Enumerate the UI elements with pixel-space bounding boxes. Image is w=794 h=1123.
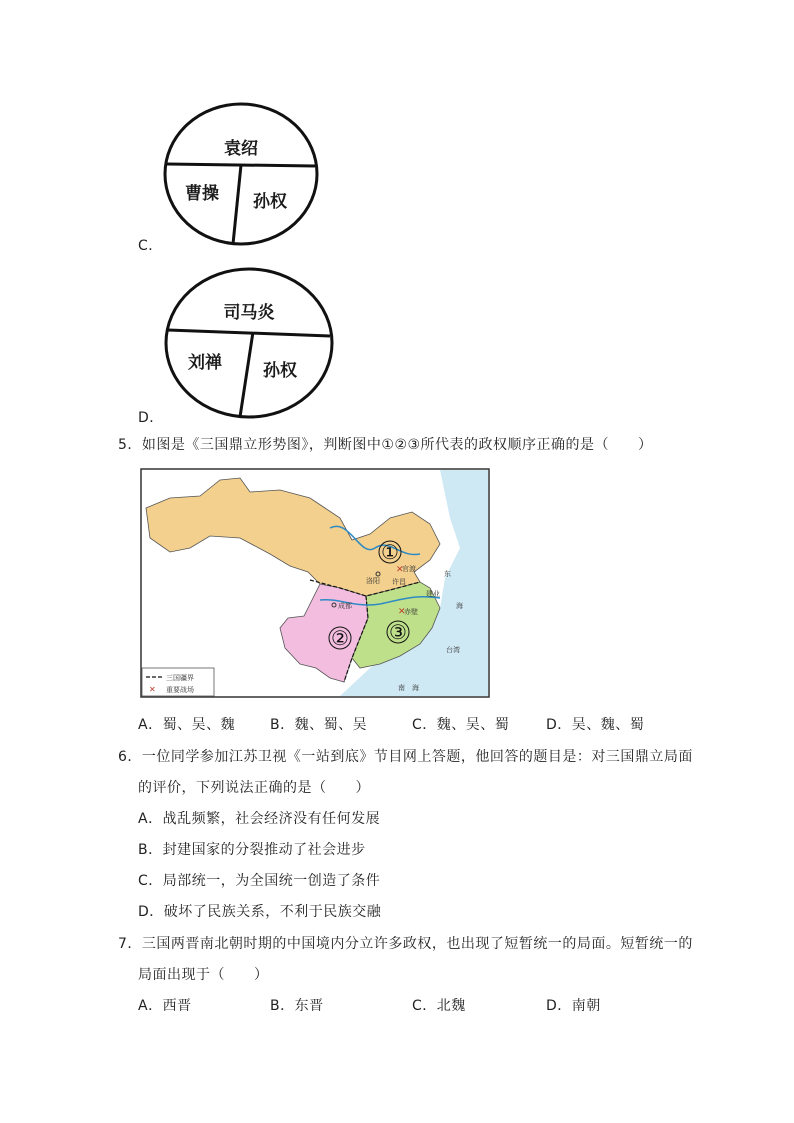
pie-d-top-label: 司马炎: [223, 303, 275, 323]
q7-stem-line1: 7．三国两晋南北朝时期的中国境内分立许多政权，也出现了短暂统一的局面。短暂统一的: [118, 936, 693, 952]
option-c-pie-figure: [162, 102, 322, 247]
map-place-chibi: 赤壁: [404, 608, 418, 616]
option-d-letter: D．: [138, 410, 164, 426]
pie-c-left-label: 曹操: [185, 184, 219, 204]
map-marker-1: ①: [381, 540, 399, 564]
q7-option-c: C．北魏: [412, 998, 466, 1014]
option-d-pie-figure: [162, 266, 338, 422]
map-svg: [140, 468, 490, 698]
pie-d-left-label: 刘禅: [188, 353, 222, 373]
pie-d-right-label: 孙权: [263, 361, 297, 381]
q5-option-d: D．吴、魏、蜀: [546, 717, 645, 733]
map-sea-south: 南 海: [398, 684, 419, 692]
q7-option-b: B．东晋: [270, 998, 324, 1014]
map-place-luoyang: 洛阳: [366, 577, 380, 585]
map-place-chengdu: 成都: [338, 602, 352, 610]
option-d-pie: [162, 266, 338, 422]
q6-option-b: B．封建国家的分裂推动了社会进步: [138, 842, 366, 858]
battle-mark-icon: ✕: [398, 607, 406, 617]
map-taiwan: 台湾: [446, 646, 460, 654]
map-sea-hai: 海: [456, 602, 463, 610]
q6-option-c: C．局部统一，为全国统一创造了条件: [138, 873, 381, 889]
q5-option-c: C．魏、吴、蜀: [412, 717, 510, 733]
map-marker-3: ③: [389, 620, 407, 644]
q5-option-b: B．魏、蜀、吴: [270, 717, 368, 733]
q6-option-a: A．战乱频繁，社会经济没有任何发展: [138, 811, 381, 827]
pie-c-top-label: 袁绍: [224, 139, 258, 159]
q6-stem-line2: 的评价，下列说法正确的是（ ）: [138, 780, 370, 796]
q5-stem: 5．如图是《三国鼎立形势图》，判断图中①②③所代表的政权顺序正确的是（ ）: [118, 437, 653, 453]
q7-option-a: A．西晋: [138, 998, 192, 1014]
map-marker-2: ②: [331, 626, 349, 650]
q6-option-d: D．破坏了民族关系，不利于民族交融: [138, 904, 382, 920]
three-kingdoms-map: [140, 468, 490, 698]
map-sea-east: 东: [444, 570, 451, 578]
q5-option-a: A．蜀、吴、魏: [138, 717, 236, 733]
option-c-pie: [162, 102, 322, 247]
legend-battle-icon: ✕: [149, 685, 156, 694]
q7-stem-line2: 局面出现于（ ）: [138, 967, 269, 983]
legend-border-label: 三国疆界: [166, 674, 194, 682]
q6-stem-line1: 6．一位同学参加江苏卫视《一站到底》节目网上答题，他回答的题目是：对三国鼎立局面: [118, 749, 693, 765]
option-c-letter: C．: [138, 238, 163, 254]
pie-c-right-label: 孙权: [253, 192, 287, 212]
map-place-jianye: 建业: [426, 590, 440, 598]
battle-mark-icon: ✕: [396, 565, 404, 575]
legend-battle-label: 重要战场: [166, 686, 194, 694]
map-place-guandu: 官渡: [402, 565, 416, 573]
map-place-xuchang: 许昌: [392, 578, 406, 586]
q7-option-d: D．南朝: [546, 998, 601, 1014]
